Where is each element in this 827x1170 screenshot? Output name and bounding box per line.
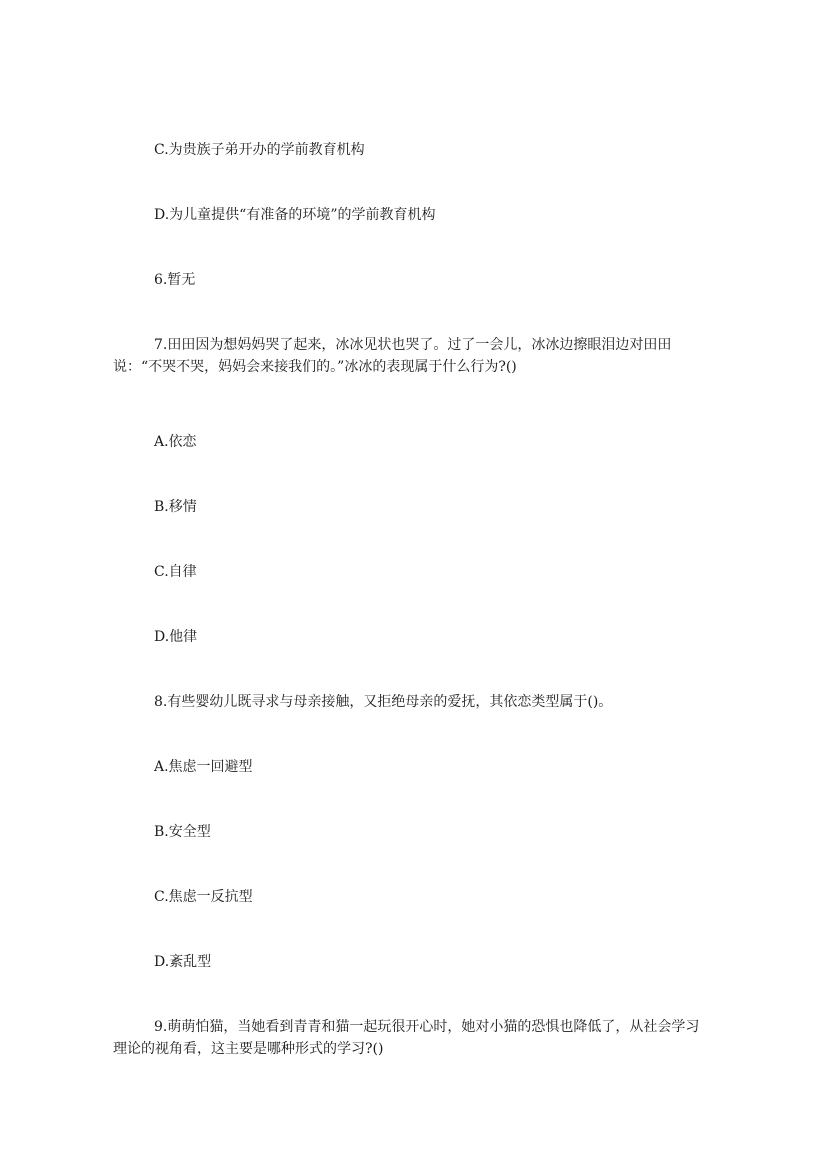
question-9-text: 9.萌萌怕猫，当她看到青青和猫一起玩很开心时，她对小猫的恐惧也降低了，从社会学习理论的视角看，这主要是哪种形式的学习?() (113, 1019, 700, 1057)
option-a-text: A.依恋 (154, 434, 197, 450)
option-d-text: D.他律 (154, 629, 198, 645)
option-b-text: B.移情 (154, 499, 197, 515)
question-8-text: 8.有些婴幼儿既寻求与母亲接触，又拒绝母亲的爱抚，其依恋类型属于()。 (154, 694, 613, 710)
option-c-text: C.自律 (154, 564, 197, 580)
option-a-text: A.焦虑一回避型 (154, 759, 253, 775)
option-c-text: C.焦虑一反抗型 (154, 889, 253, 905)
question-7-text: 7.田田因为想妈妈哭了起来，冰冰见状也哭了。过了一会儿，冰冰边擦眼泪边对田田说：“不哭不哭，妈妈会来接我们的。”冰冰的表现属于什么行为?() (113, 337, 672, 375)
option-d-text: D.紊乱型 (154, 954, 212, 970)
option-d-text: D.为儿童提供“有准备的环境”的学前教育机构 (154, 207, 436, 223)
option-c-text: C.为贵族子弟开办的学前教育机构 (154, 142, 365, 158)
question-6-text: 6.暂无 (154, 272, 196, 288)
option-b-text: B.安全型 (154, 824, 211, 840)
